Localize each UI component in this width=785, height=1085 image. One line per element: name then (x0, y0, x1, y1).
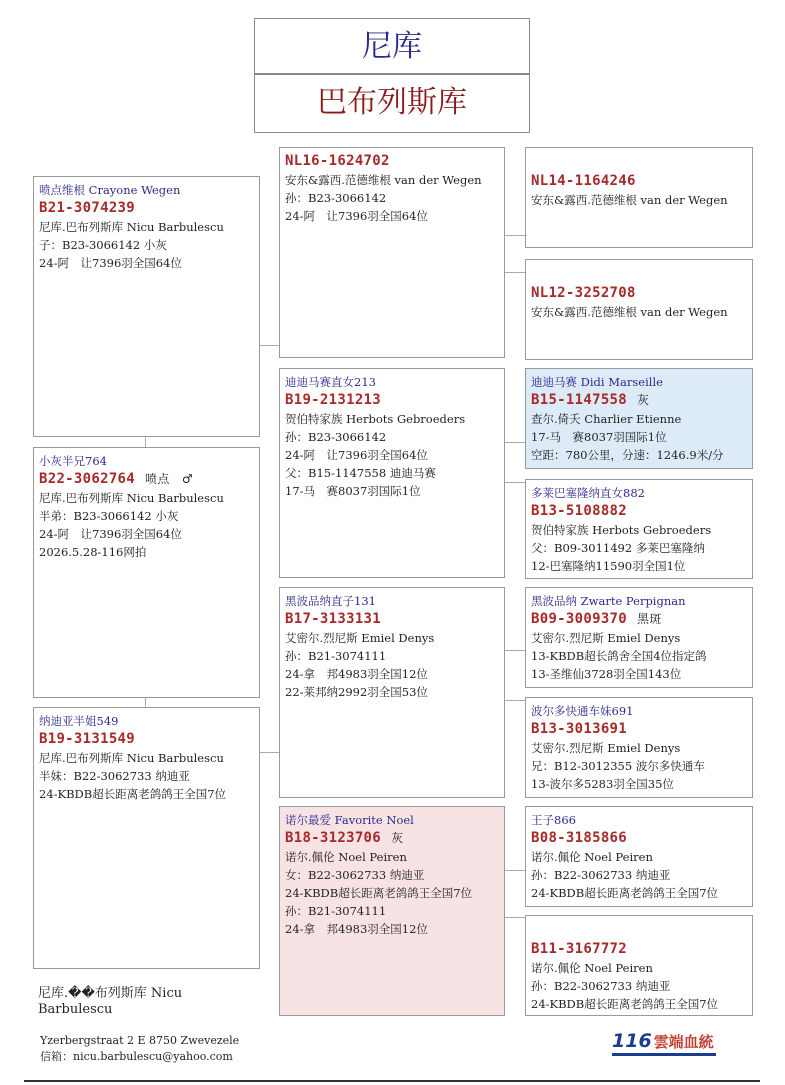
sdd-line: 父：B09-3011492 多莱巴塞隆纳 (531, 541, 705, 555)
dds-ring: B08-3185866 (531, 830, 628, 846)
connector (145, 436, 146, 447)
dam-sire-box[interactable] (279, 587, 505, 798)
dam-name: 纳迪亚半姐549 (39, 714, 119, 728)
connector (145, 697, 146, 707)
ddd-ring: B11-3167772 (531, 941, 628, 957)
sds-line: 空距：780公里，分速：1246.9米/分 (531, 448, 724, 462)
connector (504, 272, 526, 273)
dam-dam-line: 孙：B21-3074111 (285, 904, 387, 918)
dam-ring: B19-3131549 (39, 731, 136, 747)
sire-line: 24-阿 让7396羽全国64位 (39, 256, 182, 270)
sds-box[interactable] (525, 368, 753, 469)
sire-dam-line: 17-马 赛8037羽国际1位 (285, 484, 421, 498)
ssd-ring: NL12-3252708 (531, 285, 636, 301)
dsd-ring: B13-3013691 (531, 721, 628, 737)
dss-color: 黑斑 (637, 612, 662, 626)
dam-box[interactable] (33, 707, 260, 969)
dss-box[interactable] (525, 587, 753, 688)
ddd-line: 孙：B22-3062733 纳迪亚 (531, 979, 671, 993)
dam-dam-line: 24-KBDB超长距离老鸽鸽王全国7位 (285, 886, 473, 900)
connector (259, 752, 279, 753)
subject-line: 2026.5.28-116网拍 (39, 545, 147, 559)
connector (504, 870, 526, 871)
pedigree-subtitle: 巴布列斯库 (254, 73, 530, 133)
sss-ring: NL14-1164246 (531, 173, 636, 189)
ddd-box[interactable] (525, 915, 753, 1016)
dam-sire-line: 孙：B21-3074111 (285, 649, 387, 663)
dsd-box[interactable] (525, 697, 753, 798)
subject-color-sex: 喷点 ♂ (145, 472, 193, 486)
sss-box[interactable] (525, 147, 753, 248)
logo-underline (612, 1053, 716, 1056)
owner-email[interactable]: 信箱：nicu.barbulescu@yahoo.com (40, 1050, 233, 1063)
dam-dam-line: 24-拿 邦4983羽全国12位 (285, 922, 428, 936)
dsd-line: 13-波尔多5283羽全国35位 (531, 777, 674, 791)
sire-ring: B21-3074239 (39, 200, 136, 216)
sire-box[interactable] (33, 176, 260, 437)
sdd-box[interactable] (525, 479, 753, 579)
connector (259, 345, 279, 346)
dam-sire-line: 艾密尔.烈尼斯 Emiel Denys (285, 631, 435, 645)
ddd-line: 诺尔.佩伦 Noel Peiren (531, 961, 653, 975)
ssd-box[interactable] (525, 259, 753, 360)
subject-line: 尼库.巴布列斯库 Nicu Barbulescu (39, 491, 224, 505)
connector (504, 917, 526, 918)
sds-name: 迪迪马赛 Didi Marseille (531, 375, 663, 389)
dam-line: 尼库.巴布列斯库 Nicu Barbulescu (39, 751, 224, 765)
dam-dam-line: 诺尔.佩伦 Noel Peiren (285, 850, 407, 864)
subject-ring: B22-3062764 喷点 ♂ (39, 471, 193, 487)
sire-dam-ring: B19-2131213 (285, 392, 382, 408)
sire-line: 尼库.巴布列斯库 Nicu Barbulescu (39, 220, 224, 234)
owner-name: 尼库.��布列斯库 Nicu Barbulescu (38, 986, 183, 1017)
sds-ring: B15-1147558 灰 (531, 392, 650, 408)
dds-box[interactable] (525, 806, 753, 907)
sire-dam-line: 父：B15-1147558 迪迪马赛 (285, 466, 436, 480)
dam-sire-line: 22-莱邦纳2992羽全国53位 (285, 685, 428, 699)
dam-dam-color: 灰 (391, 831, 404, 845)
connector (504, 482, 526, 483)
ddd-line: 24-KBDB超长距离老鸽鸽王全国7位 (531, 997, 719, 1011)
dss-line: 艾密尔.烈尼斯 Emiel Denys (531, 631, 681, 645)
dsd-line: 兄：B12-3012355 波尔多快通车 (531, 759, 705, 773)
brand-logo[interactable] (612, 1030, 716, 1056)
pedigree-title: 尼库 (254, 18, 530, 75)
sire-dam-line: 孙：B23-3066142 (285, 430, 387, 444)
subject-line: 半弟：B23-3066142 小灰 (39, 509, 179, 523)
owner-address: Yzerbergstraat 2 E 8750 Zwevezele (40, 1034, 240, 1047)
subject-line: 24-阿 让7396羽全国64位 (39, 527, 182, 541)
sire-name: 喷点维根 Crayone Wegen (39, 183, 181, 197)
dam-line: 24-KBDB超长距离老鸽鸽王全国7位 (39, 787, 227, 801)
dds-line: 孙：B22-3062733 纳迪亚 (531, 868, 671, 882)
footer-divider (24, 1080, 760, 1082)
sdd-line: 贺伯特家族 Herbots Gebroeders (531, 523, 712, 537)
sdd-line: 12-巴塞隆纳11590羽全国1位 (531, 559, 686, 573)
dsd-name: 波尔多快通车妹691 (531, 704, 634, 718)
dds-line: 24-KBDB超长距离老鸽鸽王全国7位 (531, 886, 719, 900)
sire-sire-line: 安东&露西.范德维根 van der Wegen (285, 173, 482, 187)
subject-name: 小灰半兄764 (39, 454, 107, 468)
logo-number: 116 (612, 1030, 652, 1052)
sdd-name: 多莱巴塞隆纳直女882 (531, 486, 645, 500)
connector (504, 700, 526, 701)
connector (504, 235, 526, 236)
dam-line: 半妹：B22-3062733 纳迪亚 (39, 769, 190, 783)
connector (504, 442, 526, 443)
ssd-line: 安东&露西.范德维根 van der Wegen (531, 305, 728, 319)
sds-line: 查尔.倚夭 Charlier Etienne (531, 412, 682, 426)
dsd-line: 艾密尔.烈尼斯 Emiel Denys (531, 741, 681, 755)
dam-sire-ring: B17-3133131 (285, 611, 382, 627)
sire-sire-box[interactable] (279, 147, 505, 358)
sire-line: 子：B23-3066142 小灰 (39, 238, 167, 252)
subject-box[interactable] (33, 447, 260, 698)
logo-text: 雲端血統 (653, 1033, 714, 1051)
dds-name: 王子866 (531, 813, 576, 827)
dss-name: 黑波品纳 Zwarte Perpignan (531, 594, 686, 608)
dam-sire-line: 24-拿 邦4983羽全国12位 (285, 667, 428, 681)
sire-sire-line: 孙：B23-3066142 (285, 191, 387, 205)
dss-ring: B09-3009370 黑斑 (531, 611, 662, 627)
dam-dam-box[interactable] (279, 806, 505, 1016)
dam-dam-ring: B18-3123706 灰 (285, 830, 404, 846)
sire-dam-box[interactable] (279, 368, 505, 578)
dss-line: 13-圣维仙3728羽全国143位 (531, 667, 682, 681)
connector (504, 650, 526, 651)
sire-dam-line: 贺伯特家族 Herbots Gebroeders (285, 412, 466, 426)
dss-line: 13-KBDB超长鸽舍全国4位指定鸽 (531, 649, 707, 663)
sire-sire-line: 24-阿 让7396羽全国64位 (285, 209, 428, 223)
dam-sire-name: 黑波品纳直子131 (285, 594, 376, 608)
sire-dam-name: 迪迪马赛直女213 (285, 375, 376, 389)
sire-dam-line: 24-阿 让7396羽全国64位 (285, 448, 428, 462)
dam-dam-line: 女：B22-3062733 纳迪亚 (285, 868, 425, 882)
sds-line: 17-马 赛8037羽国际1位 (531, 430, 667, 444)
owner-contact (40, 1033, 239, 1065)
sire-sire-ring: NL16-1624702 (285, 153, 390, 169)
sss-line: 安东&露西.范德维根 van der Wegen (531, 193, 728, 207)
sds-color: 灰 (637, 393, 650, 407)
dam-dam-name: 诺尔最爱 Favorite Noel (285, 813, 414, 827)
sdd-ring: B13-5108882 (531, 503, 628, 519)
dds-line: 诺尔.佩伦 Noel Peiren (531, 850, 653, 864)
